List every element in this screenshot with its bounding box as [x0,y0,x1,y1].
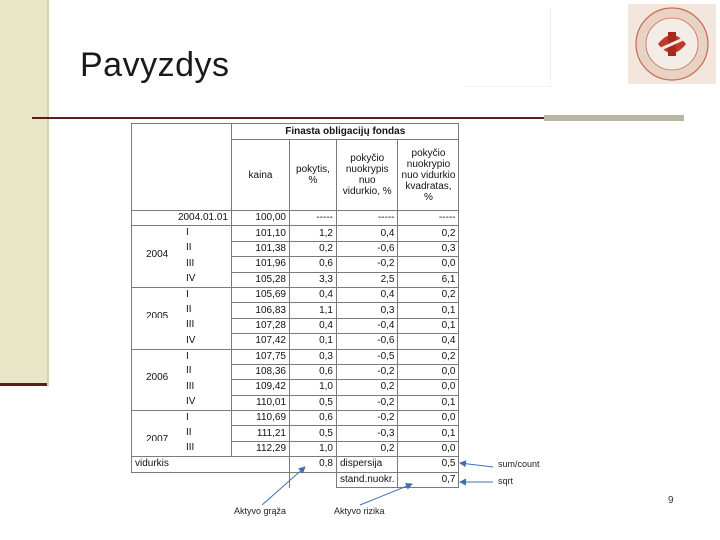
change-cell: 1,1 [290,303,337,318]
deviation-cell: -0,2 [337,364,398,379]
change-cell: 1,0 [290,441,337,456]
quarter-label: III [186,257,195,269]
deviation-cell: 0,2 [337,380,398,395]
price-cell: 107,42 [232,334,290,349]
price-cell: 111,21 [232,426,290,441]
price-cell: 105,28 [232,272,290,287]
year-label: 2005 [146,310,169,319]
change-cell: 0,5 [290,426,337,441]
deviation-sq-cell: 0,0 [398,364,459,379]
deviation-cell: -0,3 [337,426,398,441]
page-number: 9 [668,495,674,506]
change-cell: 0,1 [290,334,337,349]
slide-title: Pavyzdys [80,46,230,84]
annotation-asset-risk: Aktyvo rizika [334,506,385,516]
arrow-asset-risk [360,484,412,505]
change-cell: 0,4 [290,318,337,333]
change-cell: 0,4 [290,287,337,302]
change-cell: 0,6 [290,364,337,379]
deviation-sq-cell: 0,1 [398,395,459,410]
price-cell: 101,10 [232,226,290,241]
deviation-sq-cell: 6,1 [398,272,459,287]
quarter-label: I [186,288,189,300]
deviation-sq-cell: 0,0 [398,257,459,272]
deviation-cell: -0,6 [337,334,398,349]
quarter-label: IV [186,396,196,408]
year-label: 2004 [146,249,169,257]
deviation-sq-cell: 0,2 [398,226,459,241]
price-cell: 110,01 [232,395,290,410]
header-price: kaina [232,140,290,211]
price-cell: 110,69 [232,411,290,426]
mean-label: vidurkis [132,457,232,472]
std-label: stand.nuokr. [337,472,398,487]
deviation-sq-cell: 0,0 [398,441,459,456]
deviation-sq-cell: 0,1 [398,303,459,318]
change-cell: 0,2 [290,241,337,256]
price-cell: 106,83 [232,303,290,318]
quarter-label: II [186,426,192,438]
change-cell: 0,6 [290,411,337,426]
header-deviation-squared: pokyčio nuokrypio nuo vidurkio kvadratas, % [398,140,459,211]
year-label: 2006 [146,372,169,380]
change-cell: 1,2 [290,226,337,241]
quarter-label: II [186,303,192,315]
quarter-label: III [186,380,195,392]
deviation-sq-cell: ----- [398,211,459,226]
quarter-label: IV [186,334,196,346]
deviation-sq-cell: 0,2 [398,349,459,364]
arrow-asset-return [262,467,305,505]
arrow-sum-count [460,463,493,467]
annotation-asset-return: Aktyvo grąža [234,506,287,516]
mean-value: 0,8 [290,457,337,472]
header-change: pokytis, % [290,140,337,211]
price-cell: 100,00 [232,211,290,226]
deviation-cell: -0,6 [337,241,398,256]
variance-value: 0,5 [398,457,459,472]
change-cell: 0,3 [290,349,337,364]
price-cell: 101,96 [232,257,290,272]
deviation-cell: ----- [337,211,398,226]
deviation-sq-cell: 0,0 [398,380,459,395]
quarter-label: II [186,365,192,377]
deviation-sq-cell: 0,0 [398,411,459,426]
change-cell: 1,0 [290,380,337,395]
deviation-cell: 0,4 [337,226,398,241]
quarter-label: II [186,242,192,254]
quarter-label: III [186,442,195,454]
price-cell: 109,42 [232,380,290,395]
change-cell: ----- [290,211,337,226]
year-label: 2007 [146,433,169,442]
price-cell: 105,69 [232,287,290,302]
deviation-cell: 0,4 [337,287,398,302]
deviation-sq-cell: 0,1 [398,426,459,441]
change-cell: 0,5 [290,395,337,410]
std-value: 0,7 [398,472,459,487]
fund-title: Finasta obligacijų fondas [232,124,459,140]
quarter-label: IV [186,273,196,285]
quarter-label: I [186,227,189,239]
change-cell: 3,3 [290,272,337,287]
deviation-cell: -0,2 [337,411,398,426]
deviation-cell: -0,2 [337,257,398,272]
price-cell: 108,36 [232,364,290,379]
price-cell: 112,29 [232,441,290,456]
annotation-sum-count: sum/count [498,459,540,469]
deviation-sq-cell: 0,1 [398,318,459,333]
quarter-label: I [186,350,189,362]
variance-label: dispersija [337,457,398,472]
deviation-sq-cell: 0,4 [398,334,459,349]
deviation-cell: -0,5 [337,349,398,364]
deviation-cell: 0,3 [337,303,398,318]
deviation-sq-cell: 0,2 [398,287,459,302]
price-cell: 107,75 [232,349,290,364]
quarter-label: III [186,319,195,331]
header-deviation: pokyčio nuokrypis nuo vidurkio, % [337,140,398,211]
deviation-sq-cell: 0,3 [398,241,459,256]
annotation-sqrt: sqrt [498,476,514,486]
deviation-cell: -0,2 [337,395,398,410]
deviation-cell: 2,5 [337,272,398,287]
price-cell: 107,28 [232,318,290,333]
change-cell: 0,6 [290,257,337,272]
deviation-cell: -0,4 [337,318,398,333]
quarter-label: I [186,412,189,424]
date-cell: 2004.01.01 [132,211,232,226]
deviation-cell: 0,2 [337,441,398,456]
price-cell: 101,38 [232,241,290,256]
